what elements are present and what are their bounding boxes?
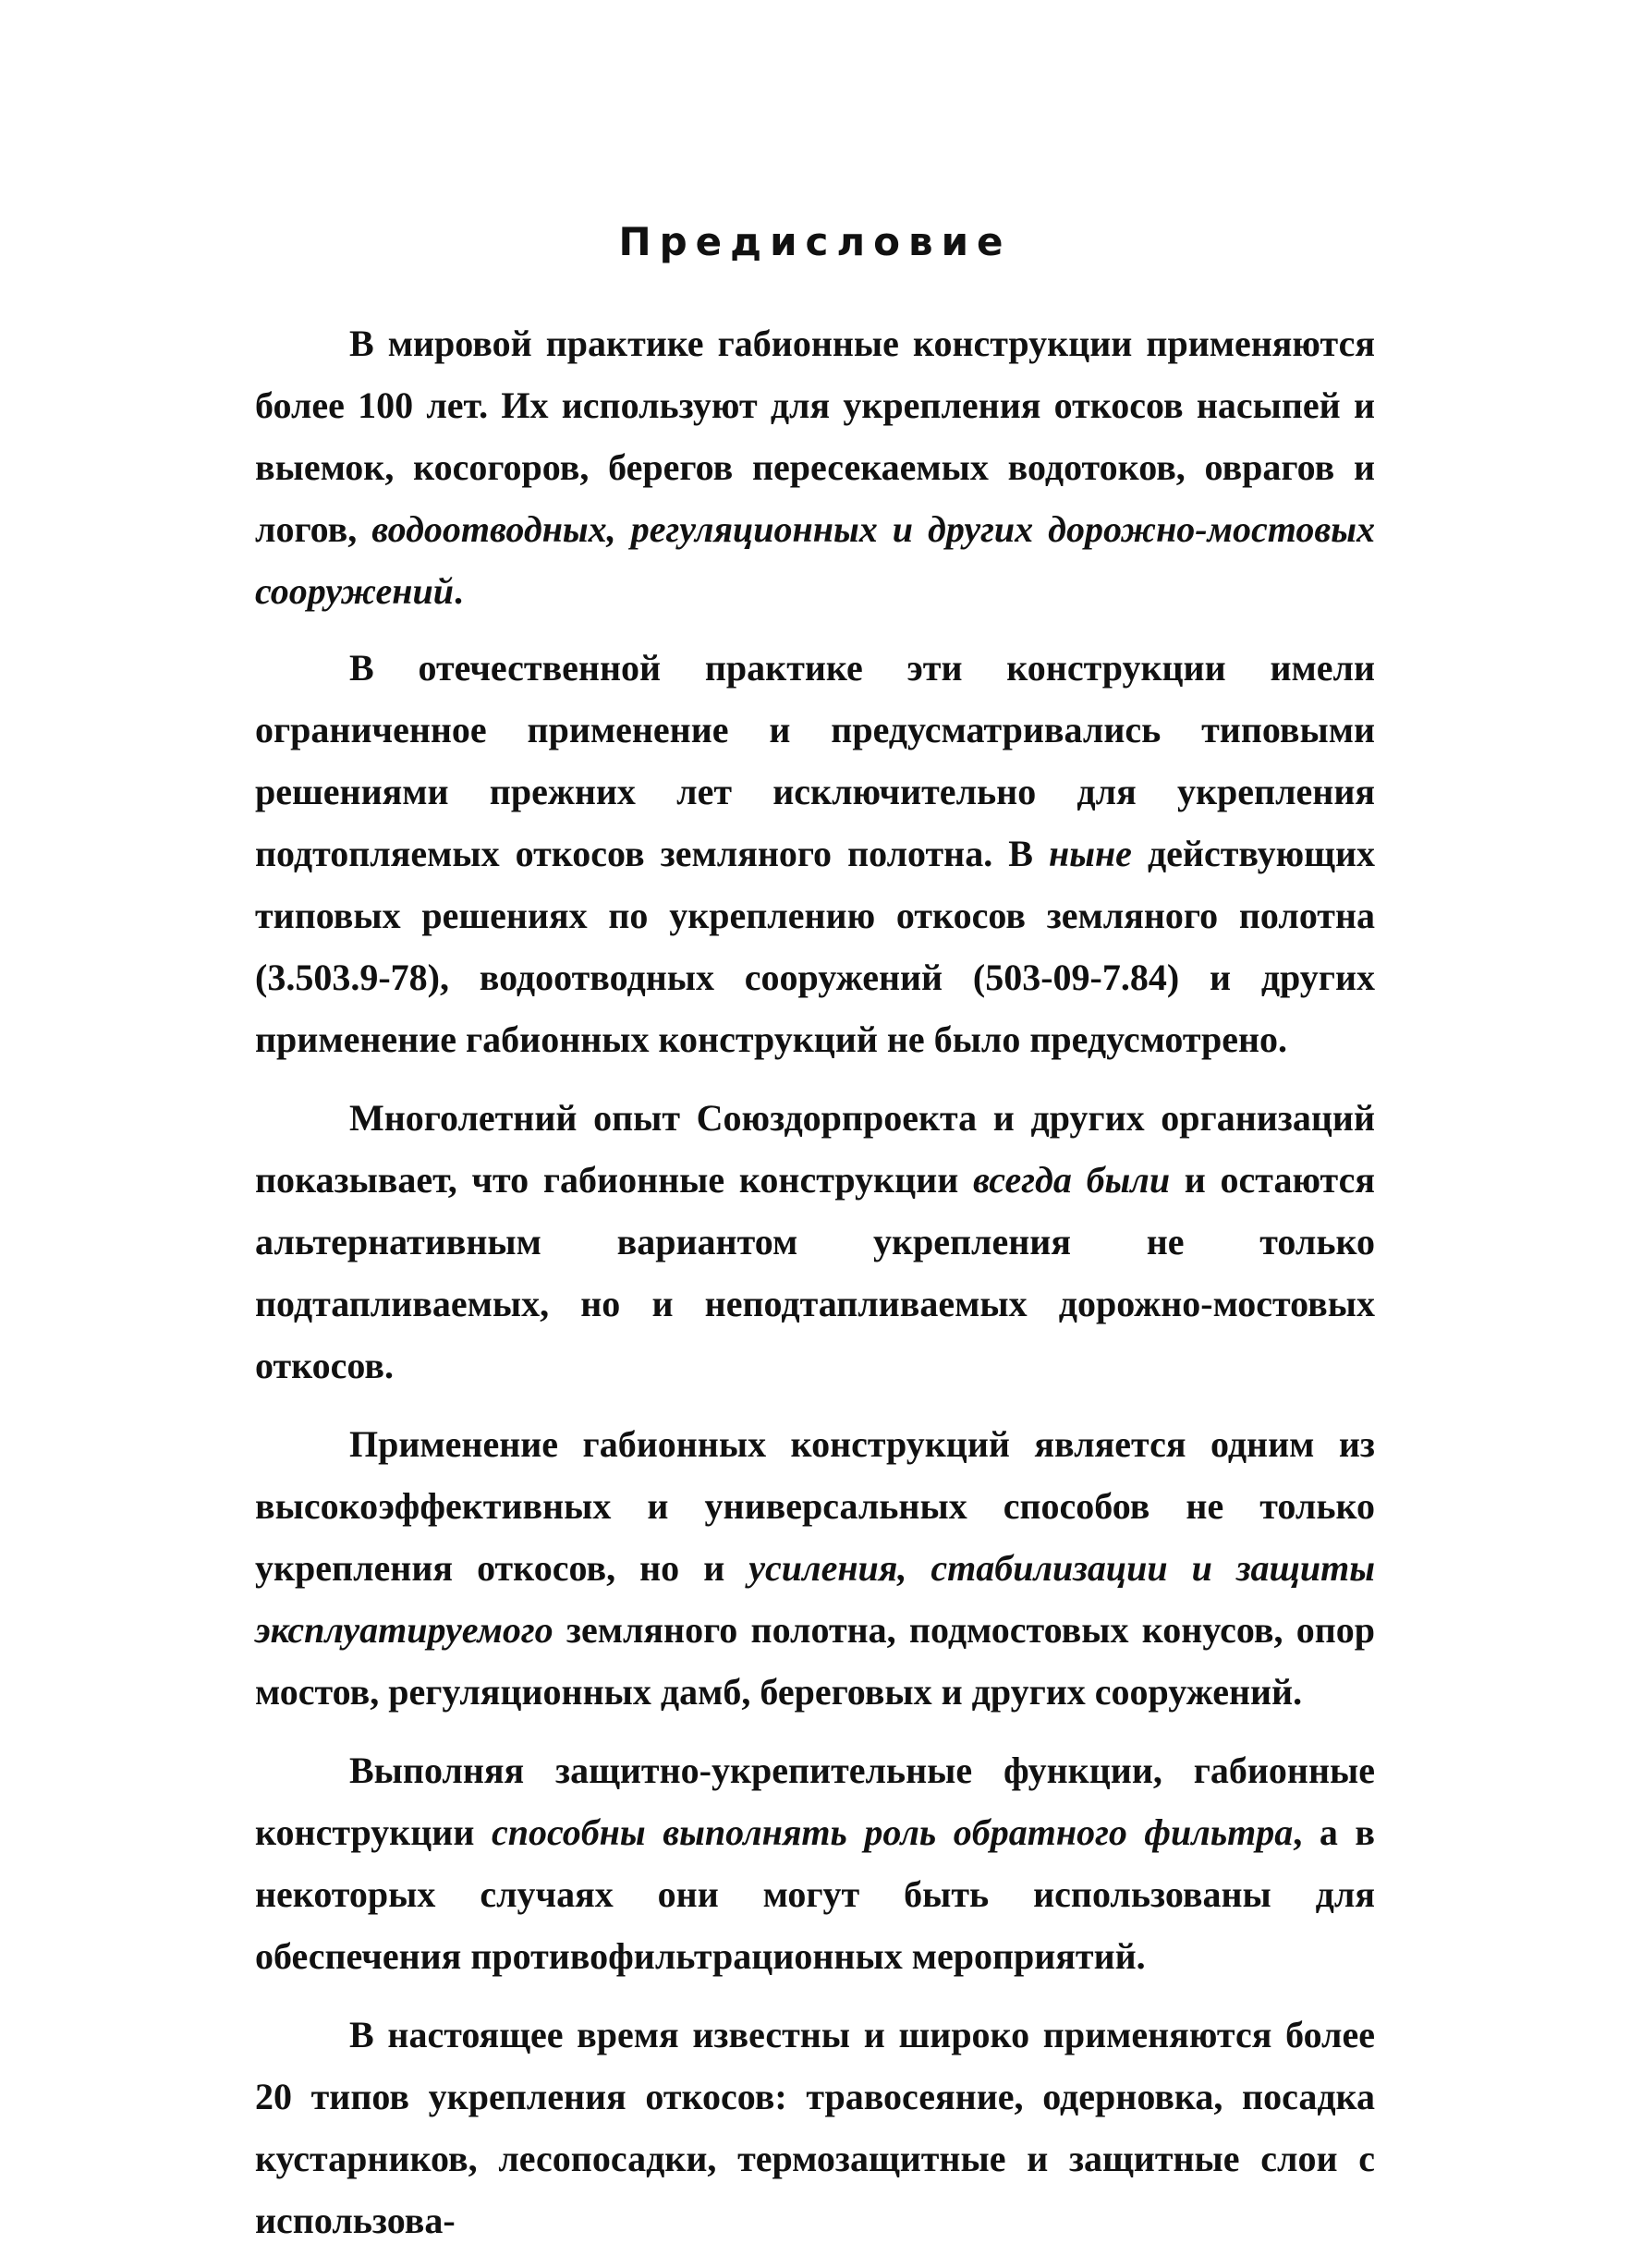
page-title: Предисловие [618,219,1012,264]
paragraph-emphasis: усиления, стабилизации и защиты эксплуатируемого [255,1547,1375,1651]
paragraph-1 [255,312,1375,622]
paragraph-text-tail: , а в некоторых случаях они могут быть использованы для обеспечения противофильтрационных мероприятий. [255,1811,1375,1977]
paragraph-text-tail: и остаются альтернативным вариантом укрепления не только подтапливаемых, но и неподтапливаемых дорожно-мостовых откосов. [255,1159,1376,1386]
paragraph-text: Многолетний опыт Союздорпроекта и других организаций показывает, что габионные конструкции [255,1097,1375,1201]
paragraph-3 [255,1087,1375,1396]
paragraph-5 [255,1739,1375,1987]
paragraph-emphasis: водоотводных, регуляционных и других дорожно-мостовых сооружений [255,508,1375,612]
paragraph-emphasis: способны выполнять роль обратного фильтра [491,1811,1294,1853]
paragraph-6 [255,2004,1375,2251]
paragraph-text: В мировой практике габионные конструкции применяются более 100 лет. Их используют для укрепления откосов насыпей и выемок, косогоров, берегов пересекаемых водотоков, оврагов и логов, [255,323,1375,550]
paragraph-text: Применение габионных конструкций является одним из высокоэффективных и универсальных способов не только укрепления откосов, но и [255,1423,1375,1589]
paragraph-text-tail: . [454,570,463,612]
body-text [255,312,1375,2268]
paragraph-text: Выполняя защитно-укрепительные функции, габионные конструкции [255,1750,1375,1853]
paragraph-2 [255,637,1375,1070]
paragraph-text-tail: действующих типовых решениях по укреплению откосов земляного полотна (3.503.9-78), водоотводных сооружений (503-09-7.84) и других применение габионных конструкций не было предусмотрено. [255,833,1375,1060]
paragraph-4 [255,1413,1375,1723]
paragraph-emphasis: всегда были [972,1159,1171,1201]
paragraph-emphasis: ныне [1048,833,1132,874]
paragraph-text-tail: земляного полотна, подмостовых конусов, опор мостов, регуляционных дамб, береговых и других сооружений. [255,1609,1375,1713]
paragraph-text: В отечественной практике эти конструкции имели ограниченное применение и предусматривались типовыми решениями прежних лет исключительно для укрепления подтопляемых откосов земляного полотна. В [255,647,1375,874]
paragraph-text: В настоящее время известны и широко применяются более 20 типов укрепления откосов: травосеяние, одерновка, посадка кустарников, лесопосадки, термозащитные и защитные слои с использова- [255,2014,1375,2241]
